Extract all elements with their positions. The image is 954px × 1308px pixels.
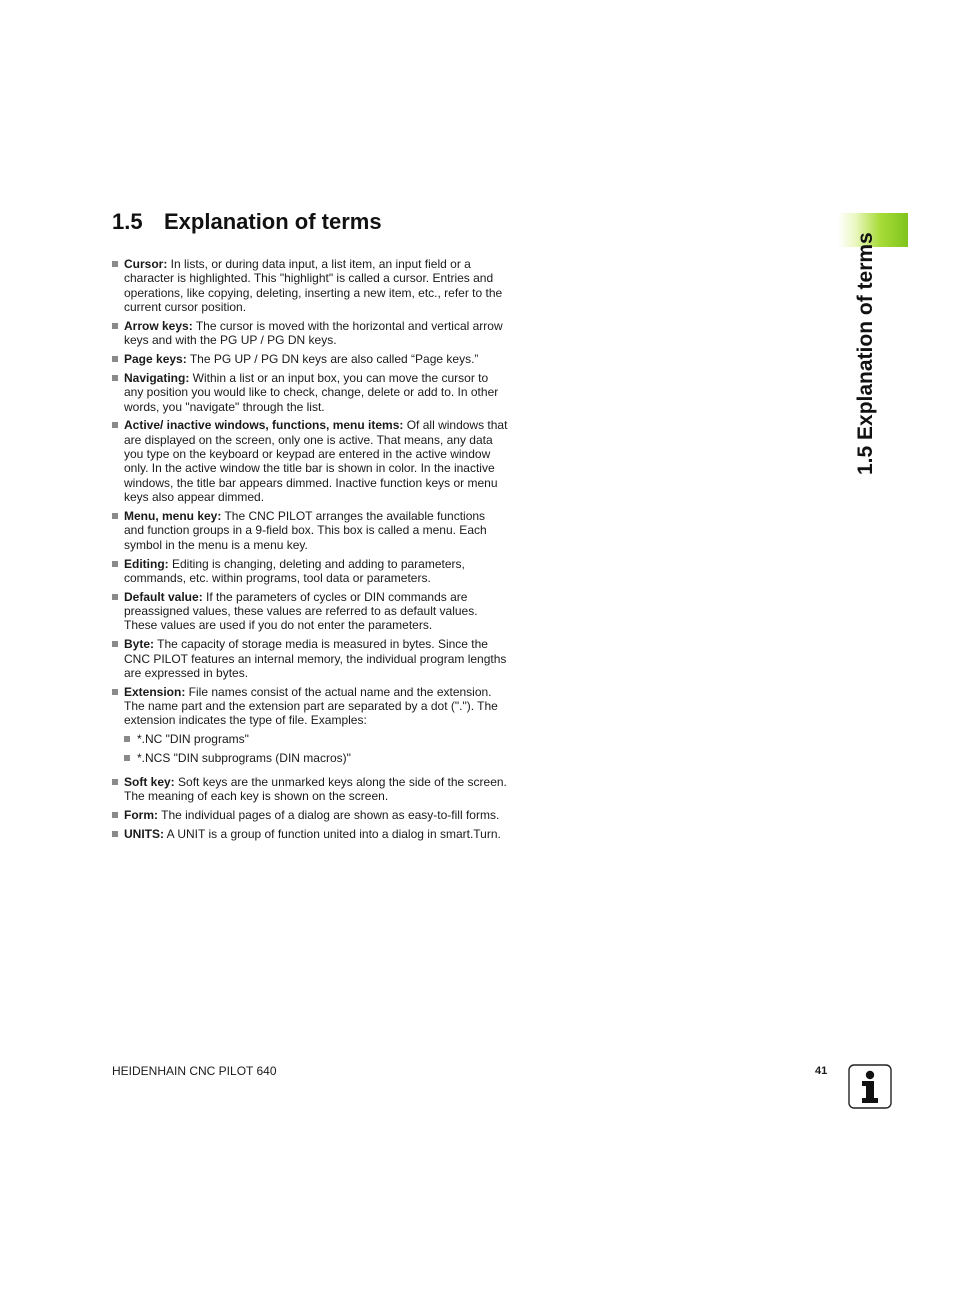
section-heading	[112, 206, 382, 238]
info-icon	[848, 1064, 892, 1109]
list-item	[112, 257, 508, 315]
terms-list	[112, 257, 508, 846]
list-item	[112, 371, 508, 414]
term-label: Navigating:	[124, 370, 190, 385]
list-item	[112, 590, 508, 633]
extension-examples-list	[124, 732, 508, 765]
term-description: Of all windows that are displayed on the screen, only one is active. That means, any data you type on the keyboard or keypad are entered in the active window only. In the active window the title bar is shown in color. In the inactive windows, the title bar appears dimmed. Inactive function keys or menu keys also appear dimmed.	[124, 418, 508, 505]
term-description: The PG UP / PG DN keys are also called “Page keys.”	[186, 352, 479, 367]
term-label: Page keys:	[124, 352, 187, 367]
term-label: Default value:	[124, 589, 203, 604]
list-item	[112, 418, 508, 504]
section-title: Explanation of terms	[164, 209, 382, 234]
list-item	[112, 775, 508, 804]
term-description: Soft keys are the unmarked keys along the side of the screen. The meaning of each key is shown on the screen.	[124, 775, 507, 804]
list-item	[112, 808, 508, 822]
term-label: Extension:	[124, 684, 186, 699]
footer-manual-title: HEIDENHAIN CNC PILOT 640	[112, 1064, 277, 1078]
term-description: In lists, or during data input, a list item, an input field or a character is highlighted. This "highlight" is called a cursor. Entries and operations, like copying, deleting, inserting a new item, etc., refer to the current cursor position.	[124, 257, 503, 315]
list-item	[112, 685, 508, 765]
list-item	[112, 352, 508, 366]
sub-list-item: *.NC "DIN programs"	[124, 732, 508, 746]
term-description: The individual pages of a dialog are shown as easy-to-fill forms.	[158, 808, 500, 823]
term-description: Within a list or an input box, you can move the cursor to any position you would like to check, change, delete or add to. In other words, you "navigate" through the list.	[124, 370, 499, 414]
list-item	[112, 509, 508, 552]
term-description: Editing is changing, deleting and adding to parameters, commands, etc. within programs, tool data or parameters.	[124, 556, 465, 585]
term-label: Cursor:	[124, 257, 168, 271]
term-description: The cursor is moved with the horizontal and vertical arrow keys and with the PG UP / PG DN keys.	[124, 318, 503, 348]
term-description: A UNIT is a group of function united into a dialog in smart.Turn.	[164, 826, 501, 841]
term-description: The capacity of storage media is measured in bytes. Since the CNC PILOT features an internal memory, the individual program lengths are expressed in bytes.	[124, 637, 507, 680]
term-label: Active/ inactive windows, functions, menu items:	[124, 418, 404, 433]
list-item	[112, 557, 508, 586]
list-item	[112, 319, 508, 348]
term-label: Soft key:	[124, 775, 175, 790]
side-running-title-text: 1.5 Explanation of terms	[854, 232, 877, 475]
sub-list-item: *.NCS "DIN subprograms (DIN macros)"	[124, 751, 508, 765]
term-label: Editing:	[124, 556, 169, 571]
term-label: Menu, menu key:	[124, 508, 222, 523]
term-label: Byte:	[124, 637, 155, 652]
page-number: 41	[815, 1065, 828, 1077]
term-description: The CNC PILOT arranges the available functions and function groups in a 9-field box. This box is called a menu. Each symbol in the menu is a menu key.	[124, 508, 487, 552]
term-label: Form:	[124, 808, 158, 823]
list-item	[112, 827, 508, 841]
term-description: File names consist of the actual name and the extension. The name part and the extension part are separated by a dot ("."). The extension indicates the type of file. Examples:	[124, 684, 498, 728]
term-description: If the parameters of cycles or DIN commands are preassigned values, these values are referred to as default values. These values are used if you do not enter the parameters.	[124, 589, 478, 633]
list-item	[112, 637, 508, 680]
section-number: 1.5	[112, 209, 143, 234]
term-label: UNITS:	[124, 826, 164, 841]
term-label: Arrow keys:	[124, 318, 193, 333]
